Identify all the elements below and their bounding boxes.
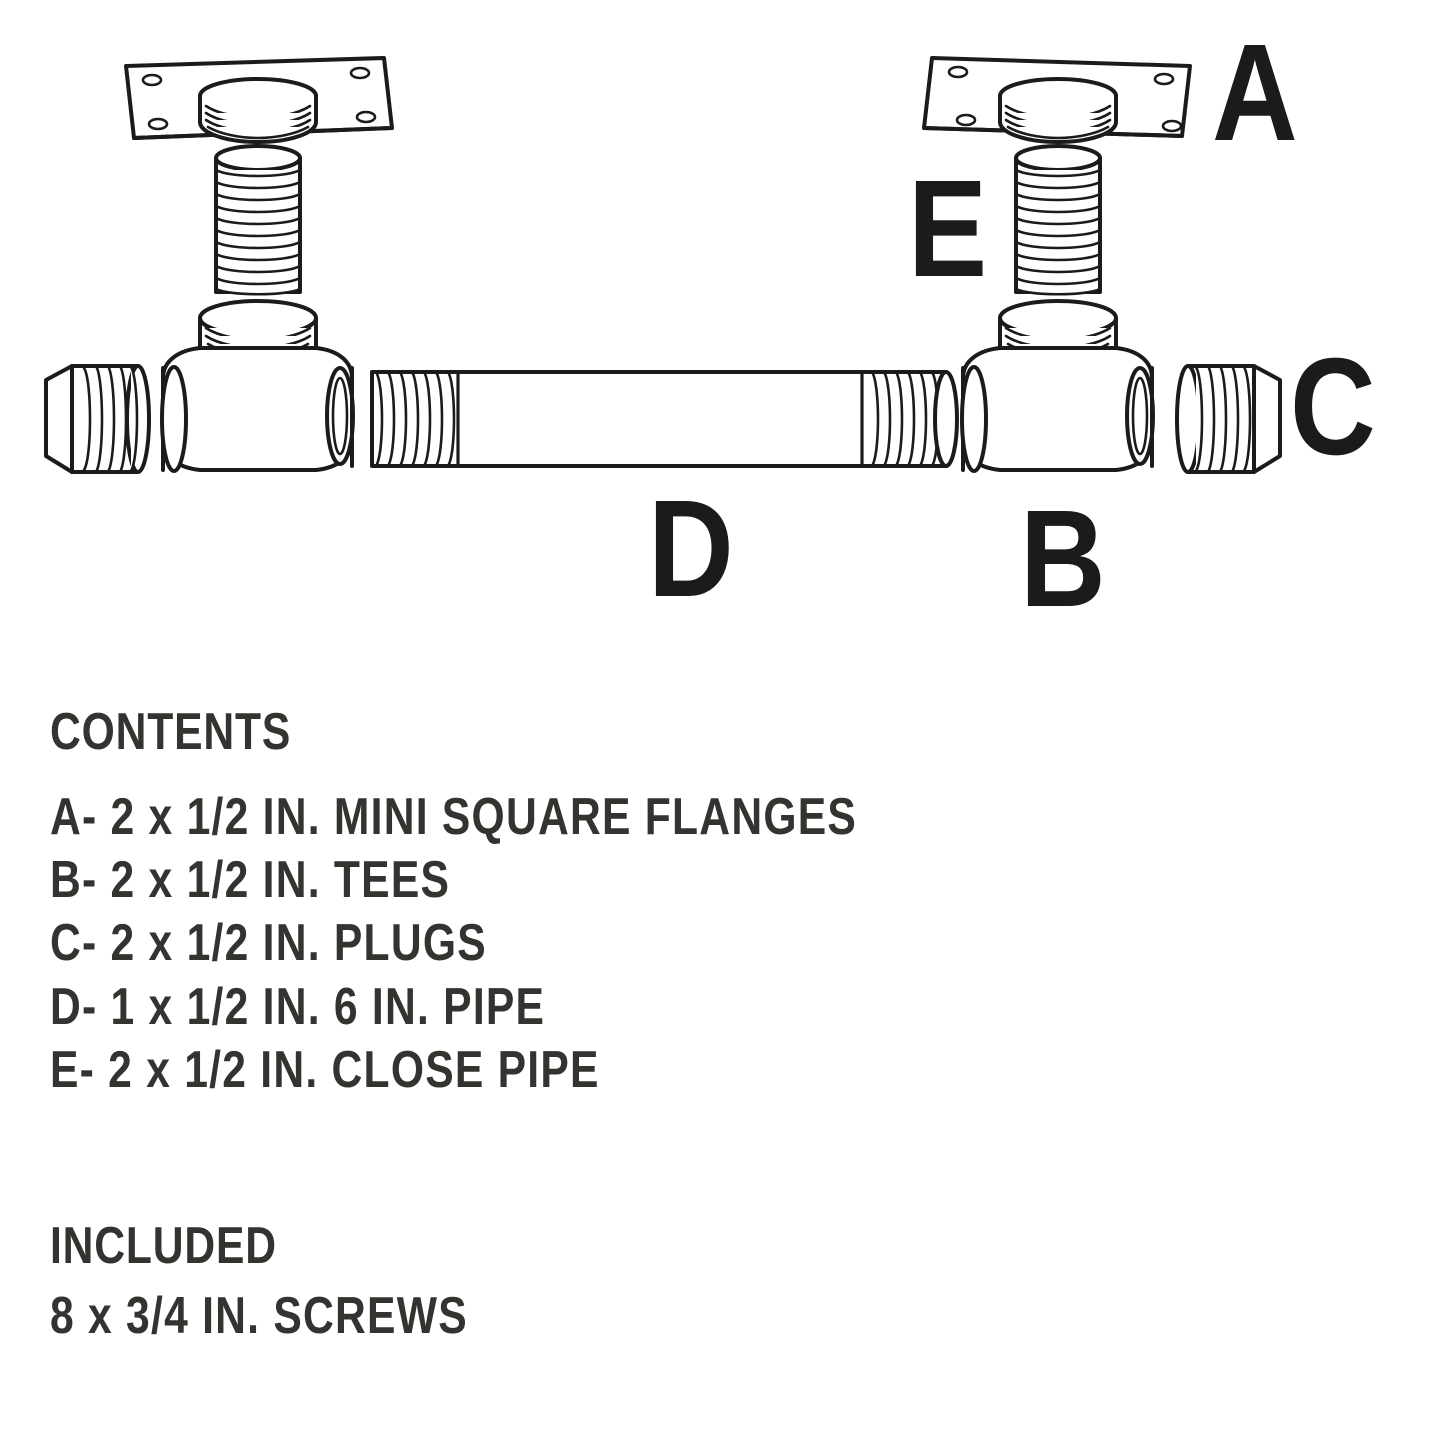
included-item: 8 x 3/4 IN. SCREWS <box>50 1287 468 1346</box>
callout-label-b: B <box>1020 482 1104 636</box>
part-nipple-left <box>216 146 300 294</box>
list-item: E- 2 x 1/2 IN. CLOSE PIPE <box>50 1041 600 1100</box>
part-flange-right <box>924 58 1190 142</box>
list-item: B- 2 x 1/2 IN. TEES <box>50 851 451 910</box>
part-tee-right <box>962 301 1153 471</box>
part-nipple-right <box>1016 146 1100 294</box>
part-flange-left <box>126 58 392 142</box>
callout-label-d: D <box>648 472 732 626</box>
pipe-assembly-diagram <box>0 0 1445 680</box>
callout-label-e: E <box>908 152 986 306</box>
list-item: C- 2 x 1/2 IN. PLUGS <box>50 914 487 973</box>
part-plug-left <box>46 366 149 472</box>
callout-label-c: C <box>1290 330 1374 484</box>
contents-heading: CONTENTS <box>50 703 292 761</box>
list-item: A- 2 x 1/2 IN. MINI SQUARE FLANGES <box>50 787 858 846</box>
part-tee-left <box>162 301 353 471</box>
included-heading: INCLUDED <box>50 1216 277 1275</box>
legend-text-block <box>50 705 1390 1347</box>
contents-list <box>50 786 1390 1103</box>
callout-label-a: A <box>1212 16 1296 170</box>
part-plug-right <box>1177 366 1280 472</box>
part-pipe-center <box>372 372 957 466</box>
list-item: D- 1 x 1/2 IN. 6 IN. PIPE <box>50 977 546 1036</box>
included-block <box>50 1216 1390 1347</box>
